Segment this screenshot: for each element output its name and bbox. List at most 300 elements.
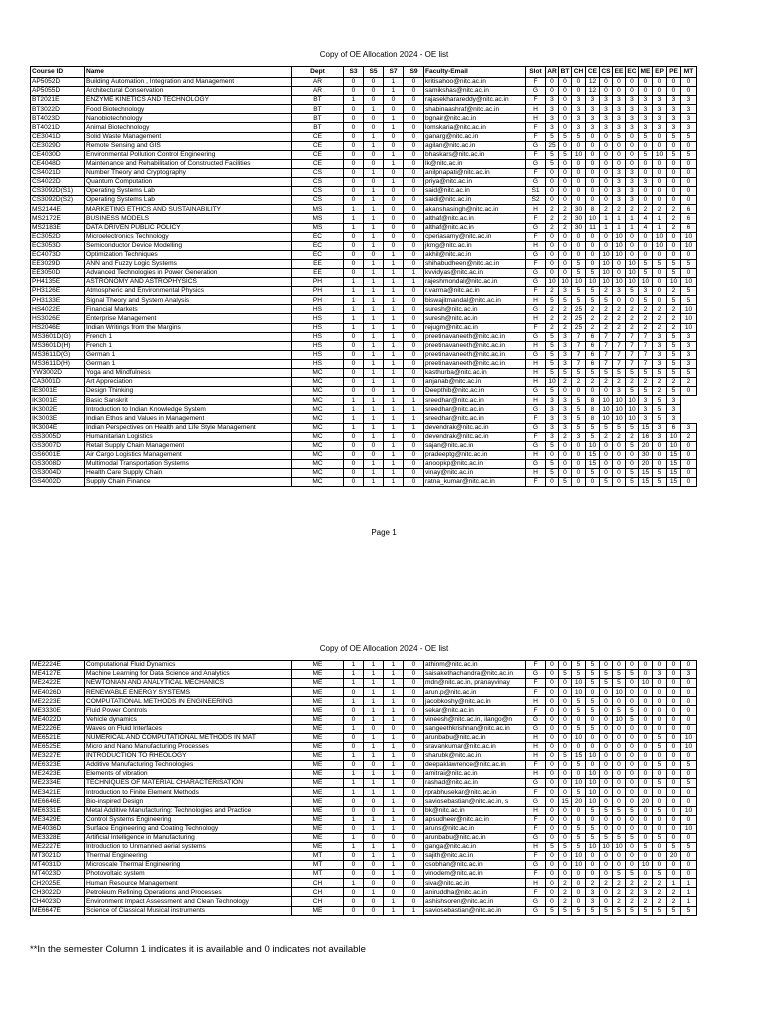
cell-ch: 25 xyxy=(572,305,586,314)
cell-dept: ME xyxy=(292,842,344,851)
cell-me: 0 xyxy=(639,78,653,87)
cell-ce: 5 xyxy=(586,287,600,296)
cell-cs: 10 xyxy=(600,259,613,268)
cell-ar: 3 xyxy=(546,396,559,405)
cell-ee: 2 xyxy=(613,378,626,387)
cell-ep: 0 xyxy=(653,187,667,196)
cell-s5: 1 xyxy=(364,323,384,332)
cell-s3: 0 xyxy=(344,851,364,860)
cell-ar: 3 xyxy=(546,114,559,123)
cell-cs: 1 xyxy=(600,223,613,232)
cell-ec: 0 xyxy=(626,688,639,697)
cell-course-name: MARKETING ETHICS AND SUSTAINABILITY xyxy=(85,205,292,214)
cell-ce: 15 xyxy=(586,450,600,459)
cell-me: 0 xyxy=(639,770,653,779)
cell-bt: 0 xyxy=(559,697,572,706)
cell-bt: 0 xyxy=(559,679,572,688)
cell-course-name: Remote Sensing and GIS xyxy=(85,141,292,150)
cell-ep: 2 xyxy=(653,305,667,314)
cell-cs: 2 xyxy=(600,879,613,888)
cell-s5: 0 xyxy=(364,387,384,396)
cell-ee: 10 xyxy=(613,688,626,697)
cell-s3: 0 xyxy=(344,150,364,159)
table-row xyxy=(31,432,697,441)
cell-ee: 2 xyxy=(613,879,626,888)
cell-s9: 0 xyxy=(404,797,424,806)
cell-s3: 0 xyxy=(344,387,364,396)
table-row xyxy=(31,861,697,870)
cell-s9: 0 xyxy=(404,150,424,159)
header-ee: EE xyxy=(613,67,626,78)
cell-mt: 3 xyxy=(681,670,697,679)
cell-s3: 0 xyxy=(344,178,364,187)
cell-me: 5 xyxy=(639,259,653,268)
table-row xyxy=(31,159,697,168)
table-row xyxy=(31,96,697,105)
cell-cs: 5 xyxy=(600,423,613,432)
cell-slot: G xyxy=(526,178,546,187)
cell-ep: 5 xyxy=(653,733,667,742)
cell-faculty-email: sharubk@nitc.ac.in xyxy=(424,751,526,760)
cell-ee: 0 xyxy=(613,770,626,779)
table-row xyxy=(31,450,697,459)
cell-s7: 1 xyxy=(384,797,404,806)
cell-ch: 5 xyxy=(572,132,586,141)
cell-ep: 0 xyxy=(653,697,667,706)
cell-s7: 1 xyxy=(384,770,404,779)
cell-mt: 5 xyxy=(681,761,697,770)
cell-course-id: ME3227E xyxy=(31,751,85,760)
cell-ec: 3 xyxy=(626,187,639,196)
cell-course-name: Introduction to Indian Knowledge System xyxy=(85,405,292,414)
cell-s7: 1 xyxy=(384,815,404,824)
cell-course-id: GS6001E xyxy=(31,450,85,459)
cell-ec: 0 xyxy=(626,751,639,760)
cell-s9: 0 xyxy=(404,469,424,478)
cell-dept: ME xyxy=(292,733,344,742)
cell-pe: 0 xyxy=(667,688,681,697)
cell-dept: PH xyxy=(292,287,344,296)
cell-s5: 1 xyxy=(364,278,384,287)
cell-ce: 5 xyxy=(586,661,600,670)
cell-s7: 1 xyxy=(384,150,404,159)
cell-s3: 0 xyxy=(344,459,364,468)
cell-s3: 0 xyxy=(344,105,364,114)
cell-s7: 0 xyxy=(384,241,404,250)
cell-bt: 5 xyxy=(559,150,572,159)
cell-bt: 2 xyxy=(559,323,572,332)
cell-ar: 25 xyxy=(546,141,559,150)
cell-s9: 0 xyxy=(404,369,424,378)
cell-course-name: Atmospheric and Environmental Physics xyxy=(85,287,292,296)
cell-ec: 10 xyxy=(626,278,639,287)
cell-ee: 0 xyxy=(613,751,626,760)
cell-ec: 7 xyxy=(626,350,639,359)
cell-me: 3 xyxy=(639,287,653,296)
cell-dept: EC xyxy=(292,250,344,259)
cell-me: 0 xyxy=(639,706,653,715)
table-row xyxy=(31,168,697,177)
cell-bt: 0 xyxy=(559,105,572,114)
cell-me: 0 xyxy=(639,232,653,241)
cell-slot: H xyxy=(526,105,546,114)
cell-bt: 0 xyxy=(559,141,572,150)
cell-s7: 1 xyxy=(384,761,404,770)
cell-course-name: Number Theory and Cryptography xyxy=(85,168,292,177)
cell-ee: 2 xyxy=(613,888,626,897)
cell-ar: 0 xyxy=(546,888,559,897)
cell-me: 0 xyxy=(639,833,653,842)
cell-s3: 1 xyxy=(344,779,364,788)
cell-faculty-email: Deepthib@nitc.ac.in xyxy=(424,387,526,396)
cell-s7: 1 xyxy=(384,688,404,697)
cell-ec: 10 xyxy=(626,259,639,268)
cell-pe: 0 xyxy=(667,806,681,815)
cell-course-name: Machine Learning for Data Science and Analytics xyxy=(85,670,292,679)
cell-bt: 2 xyxy=(559,205,572,214)
cell-ep: 5 xyxy=(653,742,667,751)
cell-course-id: HS3026E xyxy=(31,314,85,323)
cell-course-name: Supply Chain Finance xyxy=(85,478,292,487)
cell-ar: 0 xyxy=(546,779,559,788)
cell-ce: 5 xyxy=(586,724,600,733)
cell-course-name: Semiconductor Device Modelling xyxy=(85,241,292,250)
cell-ep: 1 xyxy=(653,214,667,223)
cell-s9: 0 xyxy=(404,168,424,177)
cell-me: 3 xyxy=(639,114,653,123)
cell-ee: 3 xyxy=(613,114,626,123)
cell-pe: 0 xyxy=(667,159,681,168)
cell-bt: 2 xyxy=(559,223,572,232)
cell-ce: 0 xyxy=(586,168,600,177)
cell-course-name: Enterprise Management xyxy=(85,314,292,323)
cell-s3: 0 xyxy=(344,123,364,132)
cell-ar: 0 xyxy=(546,168,559,177)
cell-course-name: Human Resource Management xyxy=(85,879,292,888)
cell-s9: 0 xyxy=(404,296,424,305)
cell-s9: 0 xyxy=(404,378,424,387)
cell-ep: 0 xyxy=(653,661,667,670)
cell-ep: 5 xyxy=(653,833,667,842)
cell-s5: 1 xyxy=(364,706,384,715)
cell-ep: 3 xyxy=(653,359,667,368)
cell-s9: 1 xyxy=(404,423,424,432)
cell-course-id: ME4022D xyxy=(31,715,85,724)
cell-ar: 0 xyxy=(546,879,559,888)
cell-mt: 0 xyxy=(681,141,697,150)
cell-ep: 5 xyxy=(653,761,667,770)
cell-course-id: YW3002D xyxy=(31,369,85,378)
cell-dept: ME xyxy=(292,661,344,670)
cell-s7: 1 xyxy=(384,396,404,405)
cell-ar: 10 xyxy=(546,378,559,387)
cell-cs: 7 xyxy=(600,350,613,359)
cell-dept: ME xyxy=(292,697,344,706)
cell-ep: 5 xyxy=(653,414,667,423)
cell-faculty-email: jkmg@nitc.ac.in xyxy=(424,241,526,250)
cell-bt: 0 xyxy=(559,232,572,241)
cell-s9: 0 xyxy=(404,478,424,487)
cell-course-id: MS3601D(G) xyxy=(31,332,85,341)
cell-s9: 0 xyxy=(404,833,424,842)
cell-s5: 1 xyxy=(364,815,384,824)
cell-s5: 1 xyxy=(364,268,384,277)
cell-me: 5 xyxy=(639,906,653,915)
cell-ec: 10 xyxy=(626,396,639,405)
cell-bt: 5 xyxy=(559,670,572,679)
cell-ec: 3 xyxy=(626,123,639,132)
cell-me: 0 xyxy=(639,751,653,760)
cell-course-id: ME2334E xyxy=(31,779,85,788)
cell-cs: 0 xyxy=(600,751,613,760)
cell-ar: 3 xyxy=(546,96,559,105)
cell-ec: 5 xyxy=(626,423,639,432)
cell-dept: ME xyxy=(292,706,344,715)
cell-bt: 0 xyxy=(559,187,572,196)
cell-slot: H xyxy=(526,770,546,779)
cell-ch: 5 xyxy=(572,259,586,268)
cell-course-name: Financial Markets xyxy=(85,305,292,314)
cell-me: 15 xyxy=(639,469,653,478)
cell-bt: 0 xyxy=(559,250,572,259)
cell-slot: H xyxy=(526,296,546,305)
cell-ch: 0 xyxy=(572,196,586,205)
page-2-title: Copy of OE Allocation 2024 - OE list xyxy=(319,644,449,653)
cell-ce: 6 xyxy=(586,341,600,350)
cell-pe: 5 xyxy=(667,387,681,396)
cell-cs: 0 xyxy=(600,159,613,168)
cell-pe: 15 xyxy=(667,478,681,487)
cell-ep: 0 xyxy=(653,296,667,305)
cell-dept: MC xyxy=(292,459,344,468)
cell-faculty-email: cperiasamy@nitc.ac.in xyxy=(424,232,526,241)
cell-dept: ME xyxy=(292,806,344,815)
cell-s5: 1 xyxy=(364,751,384,760)
cell-slot: F xyxy=(526,706,546,715)
cell-s9: 0 xyxy=(404,770,424,779)
cell-course-name: RENEWABLE ENERGY SYSTEMS xyxy=(85,688,292,697)
cell-ar: 0 xyxy=(546,897,559,906)
cell-pe: 3 xyxy=(667,396,681,405)
cell-ep: 5 xyxy=(653,779,667,788)
cell-dept: CS xyxy=(292,187,344,196)
cell-ch: 0 xyxy=(572,387,586,396)
cell-s9: 0 xyxy=(404,459,424,468)
cell-pe: 0 xyxy=(667,870,681,879)
cell-course-id: MT3021D xyxy=(31,851,85,860)
cell-bt: 2 xyxy=(559,305,572,314)
cell-cs: 0 xyxy=(600,459,613,468)
cell-s5: 1 xyxy=(364,350,384,359)
cell-ep: 0 xyxy=(653,751,667,760)
cell-cs: 3 xyxy=(600,114,613,123)
cell-slot: G xyxy=(526,87,546,96)
cell-pe: 0 xyxy=(667,751,681,760)
cell-dept: BT xyxy=(292,114,344,123)
cell-s9: 1 xyxy=(404,278,424,287)
cell-ec: 0 xyxy=(626,459,639,468)
cell-faculty-email: athinm@nitc.ac.in xyxy=(424,661,526,670)
cell-ec: 0 xyxy=(626,661,639,670)
cell-dept: AR xyxy=(292,87,344,96)
cell-ch: 7 xyxy=(572,359,586,368)
cell-s7: 1 xyxy=(384,332,404,341)
cell-me: 5 xyxy=(639,132,653,141)
cell-ep: 0 xyxy=(653,770,667,779)
cell-bt: 5 xyxy=(559,751,572,760)
cell-pe: 0 xyxy=(667,196,681,205)
cell-pe: 0 xyxy=(667,250,681,259)
cell-ee: 10 xyxy=(613,715,626,724)
cell-ch: 0 xyxy=(572,187,586,196)
cell-s9: 0 xyxy=(404,214,424,223)
cell-s5: 0 xyxy=(364,897,384,906)
cell-faculty-email: shihabudheen@nitc.ac.in xyxy=(424,259,526,268)
header-s9: S9 xyxy=(404,67,424,78)
cell-s5: 0 xyxy=(364,150,384,159)
cell-ec: 7 xyxy=(626,341,639,350)
cell-me: 3 xyxy=(639,123,653,132)
cell-dept: AR xyxy=(292,78,344,87)
table-row xyxy=(31,278,697,287)
cell-s5: 0 xyxy=(364,114,384,123)
cell-dept: EC xyxy=(292,232,344,241)
cell-dept: MT xyxy=(292,851,344,860)
cell-bt: 2 xyxy=(559,888,572,897)
cell-dept: BT xyxy=(292,123,344,132)
cell-ee: 0 xyxy=(613,697,626,706)
cell-mt: 0 xyxy=(681,478,697,487)
cell-slot: H xyxy=(526,378,546,387)
cell-me: 20 xyxy=(639,441,653,450)
cell-cs: 5 xyxy=(600,369,613,378)
cell-s7: 0 xyxy=(384,214,404,223)
cell-faculty-email: vinodem@nitc.ac.in xyxy=(424,870,526,879)
cell-ec: 2 xyxy=(626,432,639,441)
cell-ch: 10 xyxy=(572,679,586,688)
cell-course-id: CE4048D xyxy=(31,159,85,168)
cell-s7: 1 xyxy=(384,679,404,688)
cell-ce: 5 xyxy=(586,697,600,706)
cell-ec: 3 xyxy=(626,168,639,177)
cell-s7: 1 xyxy=(384,78,404,87)
cell-faculty-email: r.varma@nitc.ac.in xyxy=(424,287,526,296)
cell-faculty-email: lomskaria@nitc.ac.in xyxy=(424,123,526,132)
cell-faculty-email: akhil@nitc.ac.in xyxy=(424,250,526,259)
cell-s9: 0 xyxy=(404,205,424,214)
cell-mt: 6 xyxy=(681,223,697,232)
cell-s3: 0 xyxy=(344,259,364,268)
cell-me: 3 xyxy=(639,888,653,897)
cell-slot: G xyxy=(526,405,546,414)
cell-me: 0 xyxy=(639,250,653,259)
cell-slot: H xyxy=(526,369,546,378)
cell-course-id: AP5052D xyxy=(31,78,85,87)
cell-course-name: Fluid Power Controls xyxy=(85,706,292,715)
cell-course-name: Humanitarian Logistics xyxy=(85,432,292,441)
cell-s9: 0 xyxy=(404,387,424,396)
cell-course-id: PH4135E xyxy=(31,278,85,287)
cell-s3: 0 xyxy=(344,441,364,450)
header-course-name: Name xyxy=(85,67,292,78)
cell-faculty-email: ganarg@nitc.ac.in xyxy=(424,132,526,141)
cell-ch: 5 xyxy=(572,268,586,277)
cell-ce: 11 xyxy=(586,223,600,232)
cell-bt: 2 xyxy=(559,879,572,888)
cell-s3: 0 xyxy=(344,861,364,870)
table-row xyxy=(31,770,697,779)
cell-s5: 0 xyxy=(364,879,384,888)
cell-bt: 0 xyxy=(559,861,572,870)
cell-s7: 1 xyxy=(384,268,404,277)
cell-me: 7 xyxy=(639,341,653,350)
cell-ar: 2 xyxy=(546,305,559,314)
cell-dept: MT xyxy=(292,870,344,879)
cell-ee: 3 xyxy=(613,187,626,196)
cell-ep: 0 xyxy=(653,788,667,797)
cell-slot: H xyxy=(526,879,546,888)
cell-bt: 3 xyxy=(559,414,572,423)
cell-dept: HS xyxy=(292,350,344,359)
cell-me: 0 xyxy=(639,733,653,742)
cell-mt: 0 xyxy=(681,697,697,706)
cell-ch: 3 xyxy=(572,123,586,132)
cell-bt: 2 xyxy=(559,897,572,906)
cell-ec: 5 xyxy=(626,906,639,915)
cell-dept: MS xyxy=(292,214,344,223)
cell-mt: 10 xyxy=(681,742,697,751)
cell-ce: 8 xyxy=(586,396,600,405)
cell-me: 0 xyxy=(639,187,653,196)
table-row xyxy=(31,123,697,132)
cell-dept: EE xyxy=(292,268,344,277)
cell-mt: 0 xyxy=(681,788,697,797)
cell-ch: 5 xyxy=(572,661,586,670)
header-mt: MT xyxy=(681,67,697,78)
cell-s3: 0 xyxy=(344,897,364,906)
cell-ch: 0 xyxy=(572,879,586,888)
cell-ar: 3 xyxy=(546,432,559,441)
cell-faculty-email: preetinavaneeth@nitc.ac.in xyxy=(424,341,526,350)
cell-faculty-email: suresh@nitc.ac.in xyxy=(424,305,526,314)
cell-ee: 10 xyxy=(613,250,626,259)
cell-ch: 0 xyxy=(572,478,586,487)
cell-ep: 3 xyxy=(653,114,667,123)
cell-s9: 0 xyxy=(404,706,424,715)
cell-me: 0 xyxy=(639,715,653,724)
footnote: **In the semester Column 1 indicates it is available and 0 indicates not available xyxy=(30,944,366,955)
cell-bt: 0 xyxy=(559,87,572,96)
cell-s7: 1 xyxy=(384,341,404,350)
cell-s5: 1 xyxy=(364,459,384,468)
cell-course-name: Control Systems Engineering xyxy=(85,815,292,824)
cell-pe: 2 xyxy=(667,214,681,223)
cell-s5: 1 xyxy=(364,423,384,432)
cell-s5: 0 xyxy=(364,724,384,733)
cell-dept: MC xyxy=(292,432,344,441)
cell-s3: 0 xyxy=(344,132,364,141)
cell-pe: 0 xyxy=(667,661,681,670)
cell-s3: 0 xyxy=(344,706,364,715)
cell-faculty-email: anoopkp@nitc.ac.in xyxy=(424,459,526,468)
cell-ar: 0 xyxy=(546,851,559,860)
cell-ee: 3 xyxy=(613,168,626,177)
cell-faculty-email: deepaklawrence@nitc.ac.in xyxy=(424,761,526,770)
cell-course-name: Basic Sanskrit xyxy=(85,396,292,405)
cell-s9: 0 xyxy=(404,341,424,350)
cell-dept: MS xyxy=(292,223,344,232)
cell-cs: 0 xyxy=(600,788,613,797)
